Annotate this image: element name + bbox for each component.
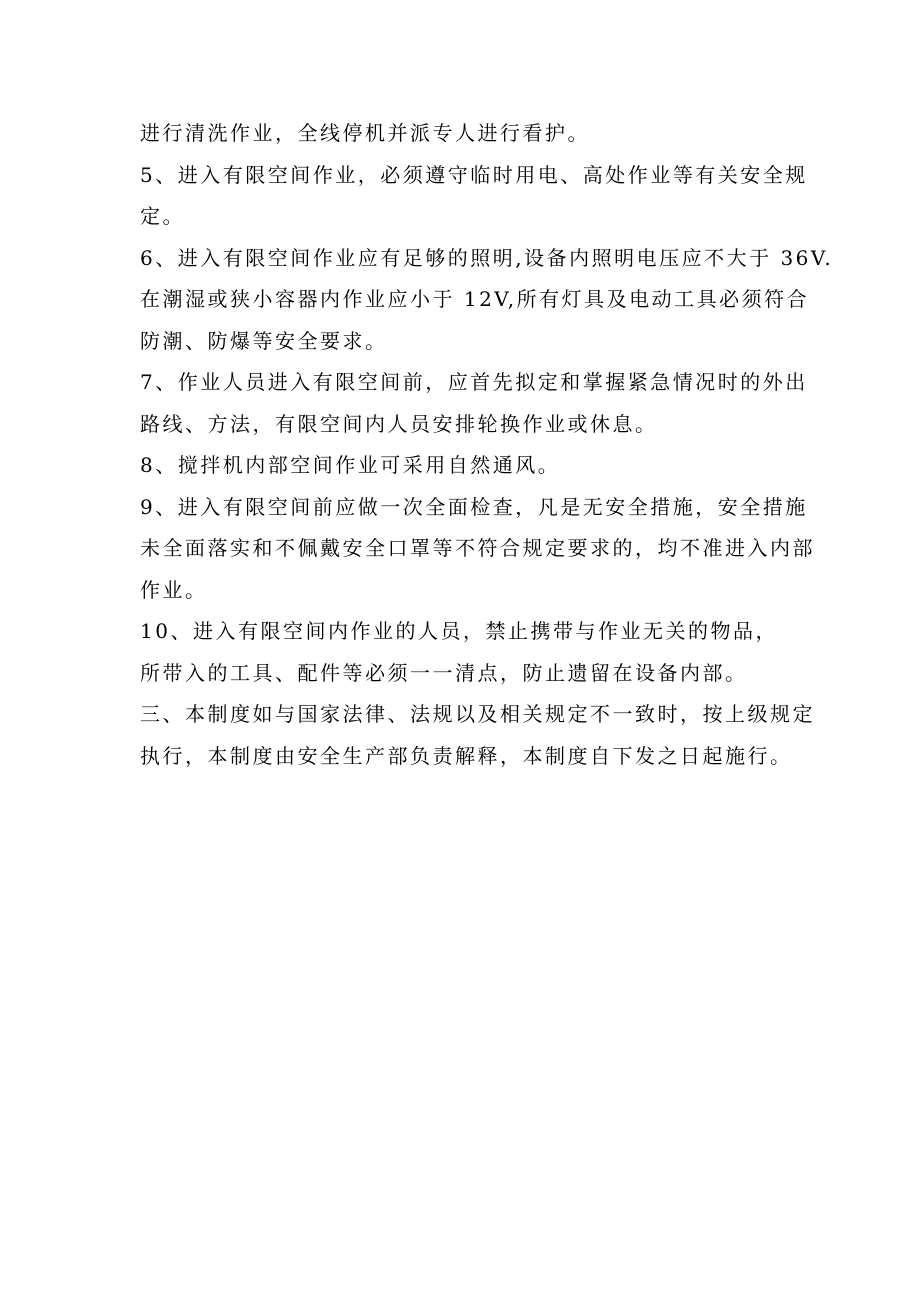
text-line: 执行，本制度由安全生产部负责解释，本制度自下发之日起施行。 bbox=[140, 743, 793, 768]
text-line: 所带入的工具、配件等必须一一清点，防止遗留在设备内部。 bbox=[140, 660, 748, 685]
text-line: 7、作业人员进入有限空间前，应首先拟定和掌握紧急情况时的外出 bbox=[140, 370, 808, 394]
text-line: 9、进入有限空间前应做一次全面检查，凡是无安全措施，安全措施 bbox=[140, 494, 808, 519]
text-line: 路线、方法，有限空间内人员安排轮换作业或休息。 bbox=[140, 411, 658, 436]
text-line: 三、本制度如与国家法律、法规以及相关规定不一致时，按上级规定 bbox=[140, 702, 815, 726]
text-line: 在潮湿或狭小容器内作业应小于 12V,所有灯具及电动工具必须符合 bbox=[140, 287, 810, 311]
text-line: 进行清洗作业，全线停机并派专人进行看护。 bbox=[140, 121, 590, 145]
text-line: 10、进入有限空间内作业的人员，禁止携带与作业无关的物品， bbox=[140, 619, 778, 643]
text-line: 未全面落实和不佩戴安全口罩等不符合规定要求的，均不准进入内部 bbox=[140, 536, 815, 560]
text-line: 6、进入有限空间作业应有足够的照明,设备内照明电压应不大于 36V. bbox=[140, 245, 834, 270]
text-line: 作业。 bbox=[140, 577, 208, 602]
document-body bbox=[140, 113, 834, 777]
text-line: 5、进入有限空间作业，必须遵守临时用电、高处作业等有关安全规 bbox=[140, 162, 808, 187]
text-line: 8、搅拌机内部空间作业可采用自然通风。 bbox=[140, 453, 561, 477]
text-line: 定。 bbox=[140, 204, 185, 228]
text-line: 防潮、防爆等安全要求。 bbox=[140, 328, 388, 353]
